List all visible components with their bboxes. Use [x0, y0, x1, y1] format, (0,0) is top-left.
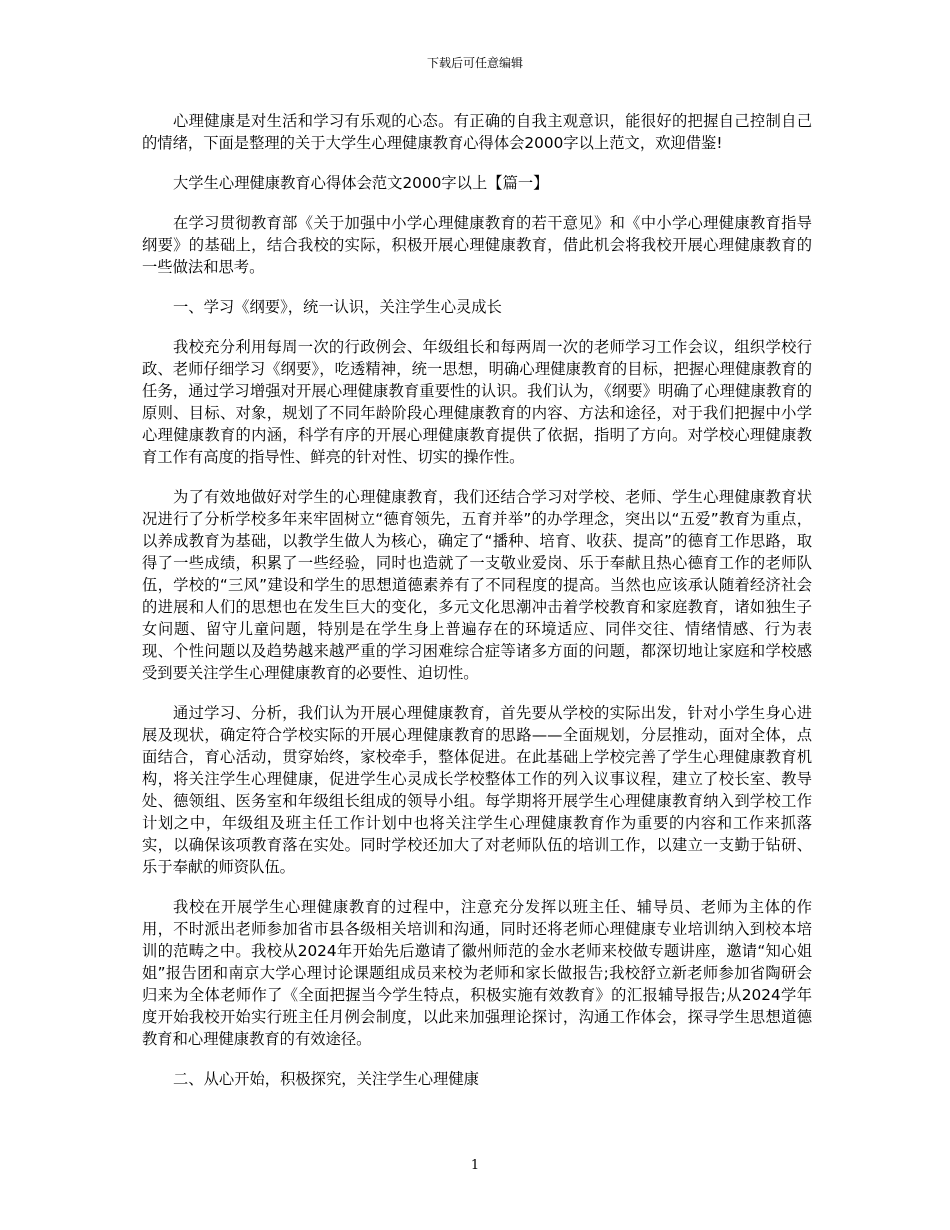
paragraph-1: 在学习贯彻教育部《关于加强中小学心理健康教育的若干意见》和《中小学心理健康教育指导纲要》的基础上，结合我校的实际，积极开展心理健康教育，借此机会将我校开展心理健康教育的一些做法和思考。 — [142, 214, 812, 276]
paragraph-3: 为了有效地做好对学生的心理健康教育，我们还结合学习对学校、老师、学生心理健康教育状况进行了分析学校多年来牢固树立“德育领先，五育并举”的办学理念，突出以“五爱”教育为重点，以养成教育为基础，以教学生做人为核心，确定了“播种、培育、收获、提高”的德育工作思路，取得了一些成绩，积累了一些经验，同时也造就了一支敬业爱岗、乐于奉献且热心德育工作的老师队伍，学校的“三风”建设和学生的思想道德素养有了不同程度的提高。当然也应该承认随着经济社会的进展和人们的思想也在发生巨大的变化，多元文化思潮冲击着学校教育和家庭教育，诸如独生子女问题、留守儿童问题，特别是在学生身上普遍存在的环境适应、同伴交往、情绪情感、行为表现、个性问题以及趋势越来越严重的学习困难综合症等诸多方面的问题，都深切地让家庭和学校感受到要关注学生心理健康教育的必要性、迫切性。 — [142, 488, 812, 682]
section-heading-1: 一、学习《纲要》，统一认识，关注学生心灵成长 — [173, 298, 502, 316]
document-body — [142, 110, 812, 1108]
page-header: 下载后可任意编辑 — [426, 56, 523, 70]
paragraph-5: 我校在开展学生心理健康教育的过程中，注意充分发挥以班主任、辅导员、老师为主体的作用，不时派出老师参加省市县各级相关培训和沟通，同时还将老师心理健康专业培训纳入到校本培训的范畴之中。我校从2024年开始先后邀请了徽州师范的金水老师来校做专题讲座，邀请“知心姐姐”报告团和南京大学心理讨论课题组成员来校为老师和家长做报告;我校舒立新老师参加省陶研会归来为全体老师作了《全面把握当今学生特点，积极实施有效教育》的汇报辅导报告;从2024学年度开始我校开始实行班主任月例会制度，以此来加强理论探讨，沟通工作体会，探寻学生思想道德教育和心理健康教育的有效途径。 — [142, 898, 812, 1048]
intro-paragraph: 心理健康是对生活和学习有乐观的心态。有正确的自我主观意识，能很好的把握自己控制自己的情绪，下面是整理的关于大学生心理健康教育心得体会2000字以上范文，欢迎借鉴! — [142, 112, 812, 152]
page-number: 1 — [470, 1158, 480, 1173]
paragraph-2: 我校充分利用每周一次的行政例会、年级组长和每两周一次的老师学习工作会议，组织学校行政、老师仔细学习《纲要》，吃透精神，统一思想，明确心理健康教育的目标，把握心理健康教育的任务，通过学习增强对开展心理健康教育重要性的认识。我们认为，《纲要》明确了心理健康教育的原则、目标、对象，规划了不同年龄阶段心理健康教育的内容、方法和途径，对于我们把握中小学心理健康教育的内涵，科学有序的开展心理健康教育提供了依据，指明了方向。对学校心理健康教育工作有高度的指导性、鲜亮的针对性、切实的操作性。 — [142, 338, 812, 466]
section-heading-2: 二、从心开始，积极探究，关注学生心理健康 — [173, 1070, 479, 1088]
paragraph-4: 通过学习、分析，我们认为开展心理健康教育，首先要从学校的实际出发，针对小学生身心进展及现状，确定符合学校实际的开展心理健康教育的思路——全面规划，分层推动，面对全体，点面结合，育心活动，贯穿始终，家校牵手，整体促进。在此基础上学校完善了学生心理健康教育机构，将关注学生心理健康，促进学生心灵成长学校整体工作的列入议事议程，建立了校长室、教导处、德领组、医务室和年级组长组成的领导小组。每学期将开展学生心理健康教育纳入到学校工作计划之中，年级组及班主任工作计划中也将关注学生心理健康教育作为重要的内容和工作来抓落实，以确保该项教育落在实处。同时学校还加大了对老师队伍的培训工作，以建立一支勤于钻研、乐于奉献的师资队伍。 — [142, 704, 812, 876]
article-title: 大学生心理健康教育心得体会范文2000字以上【篇一】 — [173, 174, 549, 192]
